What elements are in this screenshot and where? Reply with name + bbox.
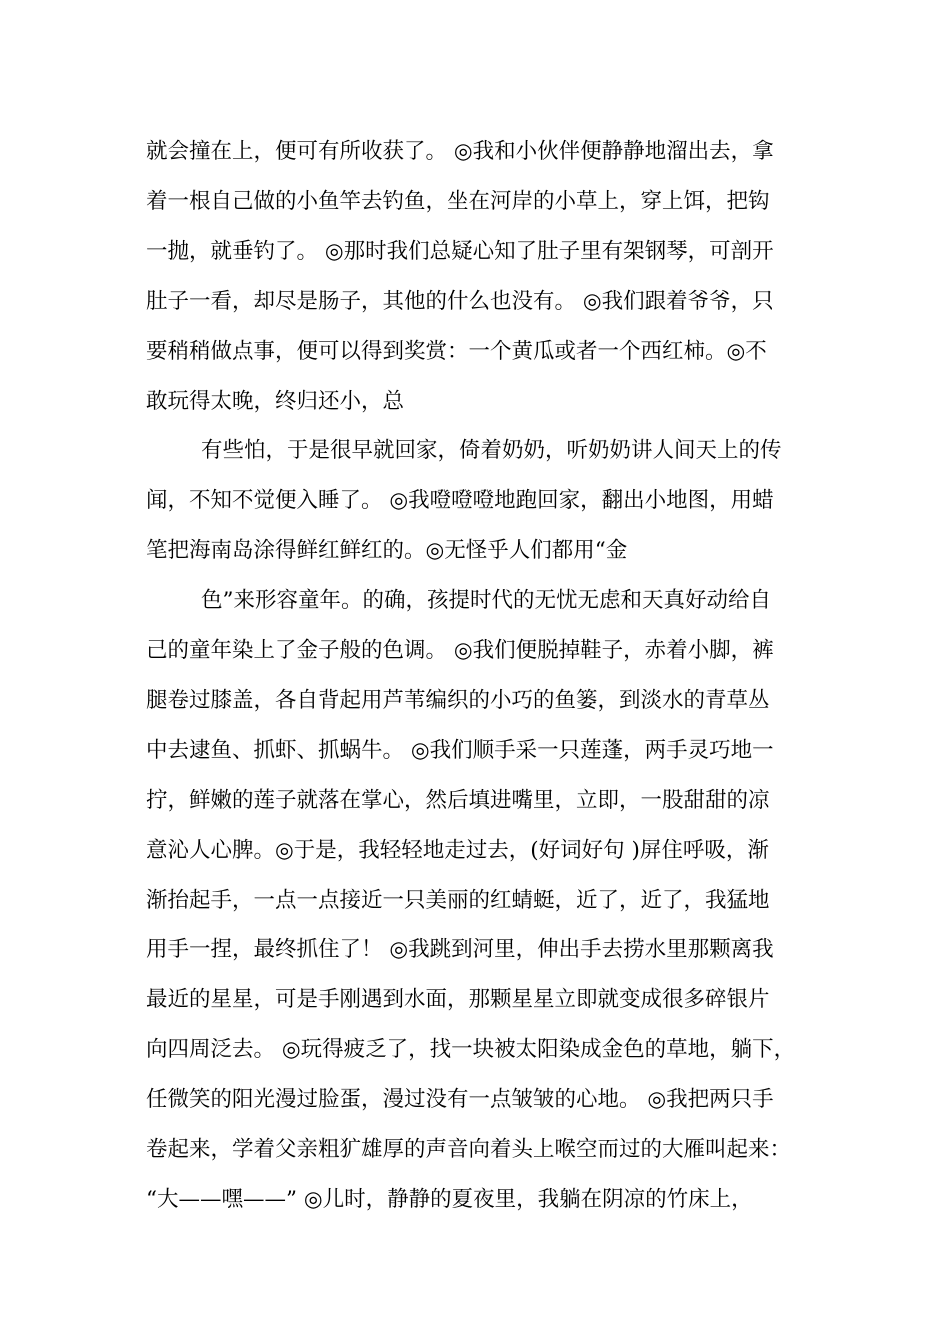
text-line: 意沁人心脾。◎于是，我轻轻地走过去，(好词好句 )屏住呼吸，渐 xyxy=(146,838,769,863)
text-line: 卷起来，学着父亲粗犷雄厚的声音向着头上喉空而过的大雁叫起来： xyxy=(146,1137,792,1162)
text-line: 闻，不知不觉便入睡了。 ◎我噔噔噔地跑回家，翻出小地图，用蜡 xyxy=(146,488,774,513)
text-line: 渐抬起手，一点一点接近一只美丽的红蜻蜓，近了，近了，我猛地 xyxy=(146,888,770,913)
text-line: 向四周泛去。 ◎玩得疲乏了，找一块被太阳染成金色的草地，躺下， xyxy=(146,1037,796,1062)
text-line: 用手一捏，最终抓住了！ ◎我跳到河里，伸出手去捞水里那颗离我 xyxy=(146,937,774,962)
text-line: 色”来形容童年。的确，孩提时代的无忧无虑和天真好动给自 xyxy=(201,588,771,613)
text-line: 要稍稍做点事，便可以得到奖赏：一个黄瓜或者一个西红柿。◎不 xyxy=(146,339,767,364)
text-line: 有些怕，于是很早就回家，倚着奶奶，听奶奶讲人间天上的传 xyxy=(201,438,782,463)
text-line: 笔把海南岛涂得鲜红鲜红的。◎无怪乎人们都用“金 xyxy=(146,538,628,563)
text-line: 任微笑的阳光漫过脸蛋，漫过没有一点皱皱的心地。 ◎我把两只手 xyxy=(146,1087,774,1112)
text-line: 最近的星星，可是手刚遇到水面，那颗星星立即就变成很多碎银片 xyxy=(146,987,770,1012)
text-line: 敢玩得太晚，终归还小，总 xyxy=(146,389,405,414)
text-line: 拧，鲜嫩的莲子就落在掌心，然后填进嘴里，立即，一股甜甜的凉 xyxy=(146,788,770,813)
text-line: 腿卷过膝盖，各自背起用芦苇编织的小巧的鱼篓，到淡水的青草丛 xyxy=(146,688,770,713)
text-line: 着一根自己做的小鱼竿去钓鱼，坐在河岸的小草上，穿上饵，把钩 xyxy=(146,189,770,214)
text-line: 一抛，就垂钓了。 ◎那时我们总疑心知了肚子里有架钢琴，可剖开 xyxy=(146,239,774,264)
text-line: 中去逮鱼、抓虾、抓蜗牛。 ◎我们顺手采一只莲蓬，两手灵巧地一 xyxy=(146,738,774,763)
text-line: “大——嘿——” ◎儿时，静静的夏夜里，我躺在阴凉的竹床上， xyxy=(146,1187,753,1212)
text-line: 己的童年染上了金子般的色调。 ◎我们便脱掉鞋子，赤着小脚，裤 xyxy=(146,638,774,663)
text-line: 肚子一看，却尽是肠子，其他的什么也没有。 ◎我们跟着爷爷，只 xyxy=(146,289,774,314)
text-line: 就会撞在上，便可有所收获了。 ◎我和小伙伴便静静地溜出去，拿 xyxy=(146,139,774,164)
